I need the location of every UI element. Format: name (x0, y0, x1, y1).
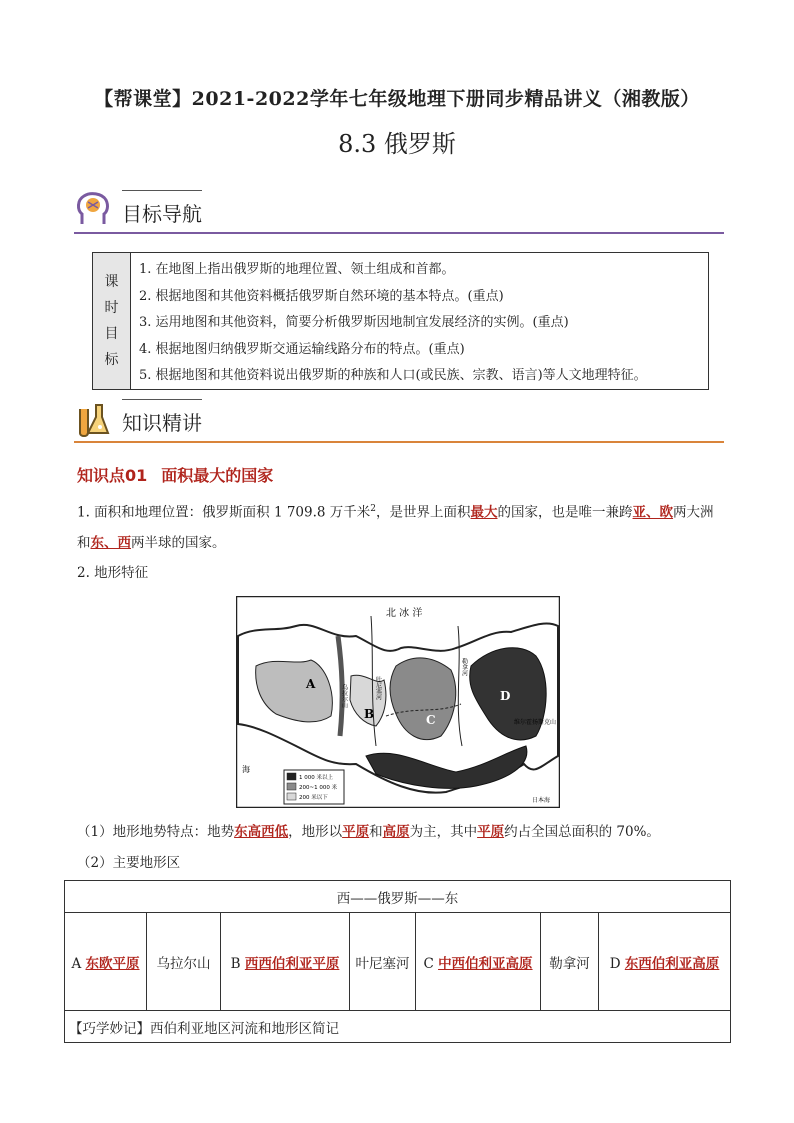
answer-highlight: 高原 (382, 824, 410, 840)
section-goals-header (74, 190, 724, 234)
section-knowledge-divider (74, 441, 724, 443)
section-goals-divider (74, 232, 724, 234)
cell-text: 勒拿河 (549, 955, 590, 972)
map-region-label-c: C (426, 713, 436, 727)
paragraph-line (77, 494, 725, 528)
table-cell (599, 913, 731, 1011)
section-knowledge-label: 知识精讲 (122, 411, 202, 435)
cell-text: 叶尼塞河 (355, 955, 410, 972)
text-run: 和 (369, 824, 383, 840)
goal-item: 3. 运用地图和其他资料，简要分析俄罗斯因地制宜发展经济的实例。(重点) (139, 315, 569, 330)
text-run: 1. 面积和地理位置：俄罗斯面积 1 709.8 万千米 (77, 504, 371, 521)
table-cell (221, 913, 350, 1011)
goal-item: 1. 在地图上指出俄罗斯的地理位置、领土组成和首都。 (139, 262, 455, 277)
answer-highlight: 最大 (470, 504, 498, 521)
answer-highlight: 平原 (342, 824, 370, 840)
knowledge-point-number: 知识点01 (77, 466, 148, 485)
section-knowledge-header (74, 399, 724, 443)
goals-side-char: 标 (104, 352, 119, 368)
map-region-label-d: D (500, 689, 511, 703)
text-run: （1）地形地势特点：地势 (77, 824, 235, 840)
terrain-features-line (77, 817, 725, 847)
goals-side-char: 时 (104, 300, 119, 316)
learning-goals-box (92, 252, 709, 390)
goals-side-char: 课 (104, 274, 119, 290)
goal-item: 5. 根据地图和其他资料说出俄罗斯的种族和人口(或民族、宗教、语言)等人文地理特征。 (139, 368, 647, 383)
text-run: 约占全国总面积的 70%。 (504, 824, 660, 840)
russia-terrain-map (236, 596, 560, 808)
map-place-label: 海 (242, 765, 250, 774)
map-region-label-a: A (306, 677, 316, 691)
goal-item: 2. 根据地图和其他资料概括俄罗斯自然环境的基本特点。(重点) (139, 288, 504, 304)
lesson-title: 8.3 俄罗斯 (338, 130, 456, 158)
paragraph-line (77, 528, 725, 558)
cell-prefix: A (71, 955, 86, 972)
goals-side-char: 目 (104, 326, 119, 342)
map-river-label: 勒拿河 (460, 658, 468, 676)
answer-highlight: 东高西低 (234, 824, 289, 840)
cell-answer: 西西伯利亚平原 (244, 955, 340, 972)
map-place-label: 日本海 (532, 797, 551, 804)
table-footer-cell: 【巧学妙记】西伯利亚地区河流和地形区简记 (65, 1011, 731, 1043)
brain-icon (74, 190, 114, 230)
table-cell (147, 913, 221, 1011)
text-run: 两半球的国家。 (131, 534, 226, 551)
map-river-label: 叶尼塞河 (374, 676, 382, 700)
document-title: 【帮课堂】2021-2022学年七年级地理下册同步精品讲义（湘教版） (94, 88, 700, 110)
cell-prefix: C (423, 955, 439, 972)
text-run: 和 (77, 534, 91, 551)
paragraph-area (77, 494, 725, 558)
text-run: ，地形以 (288, 824, 343, 840)
answer-highlight: 东、西 (90, 534, 131, 551)
map-region-label-b: B (364, 707, 375, 721)
table-cell (416, 913, 541, 1011)
text-run: ，是世界上面积 (376, 504, 471, 521)
knowledge-point-heading: 面积最大的国家 (161, 466, 274, 485)
legend-label: 200 米以下 (299, 795, 328, 801)
cell-answer: 东西伯利亚高原 (624, 955, 720, 972)
answer-highlight: 亚、欧 (632, 504, 674, 521)
answer-highlight: 平原 (477, 824, 505, 840)
landform-regions-heading: （2）主要地形区 (77, 855, 181, 871)
superscript: 2 (370, 504, 377, 514)
table-cell (541, 913, 599, 1011)
cell-prefix: B (230, 955, 245, 972)
goals-side-label (93, 253, 131, 389)
map-legend (284, 770, 344, 804)
legend-label: 200~1 000 米 (299, 785, 338, 791)
cell-answer: 东欧平原 (85, 955, 140, 972)
text-run: 为主，其中 (409, 824, 478, 840)
landform-table (64, 880, 731, 1043)
map-place-label: 维尔霍扬斯克山 (514, 719, 557, 726)
table-header-cell: 西——俄罗斯——东 (65, 881, 731, 913)
text-run: 的国家，也是唯一兼跨 (497, 504, 633, 521)
cell-text: 乌拉尔山 (156, 955, 211, 972)
map-mountain-label: 乌拉尔山 (340, 684, 348, 708)
table-cell (65, 913, 147, 1011)
goal-item: 4. 根据地图归纳俄罗斯交通运输线路分布的特点。(重点) (139, 341, 465, 357)
cell-prefix: D (609, 955, 625, 972)
section-knowledge-topline (122, 399, 202, 400)
map-ocean-label: 北 冰 洋 (386, 608, 423, 619)
section-goals-label: 目标导航 (122, 202, 202, 226)
cell-answer: 中西伯利亚高原 (438, 955, 533, 972)
goals-list (131, 253, 647, 389)
legend-label: 1 000 米以上 (299, 775, 333, 781)
table-row (65, 913, 731, 1011)
flask-icon (74, 399, 114, 439)
knowledge-point-title (77, 463, 273, 486)
terrain-heading: 2. 地形特征 (77, 565, 149, 581)
text-run: 两大洲 (673, 504, 714, 521)
table-cell (350, 913, 416, 1011)
section-goals-topline (122, 190, 202, 191)
